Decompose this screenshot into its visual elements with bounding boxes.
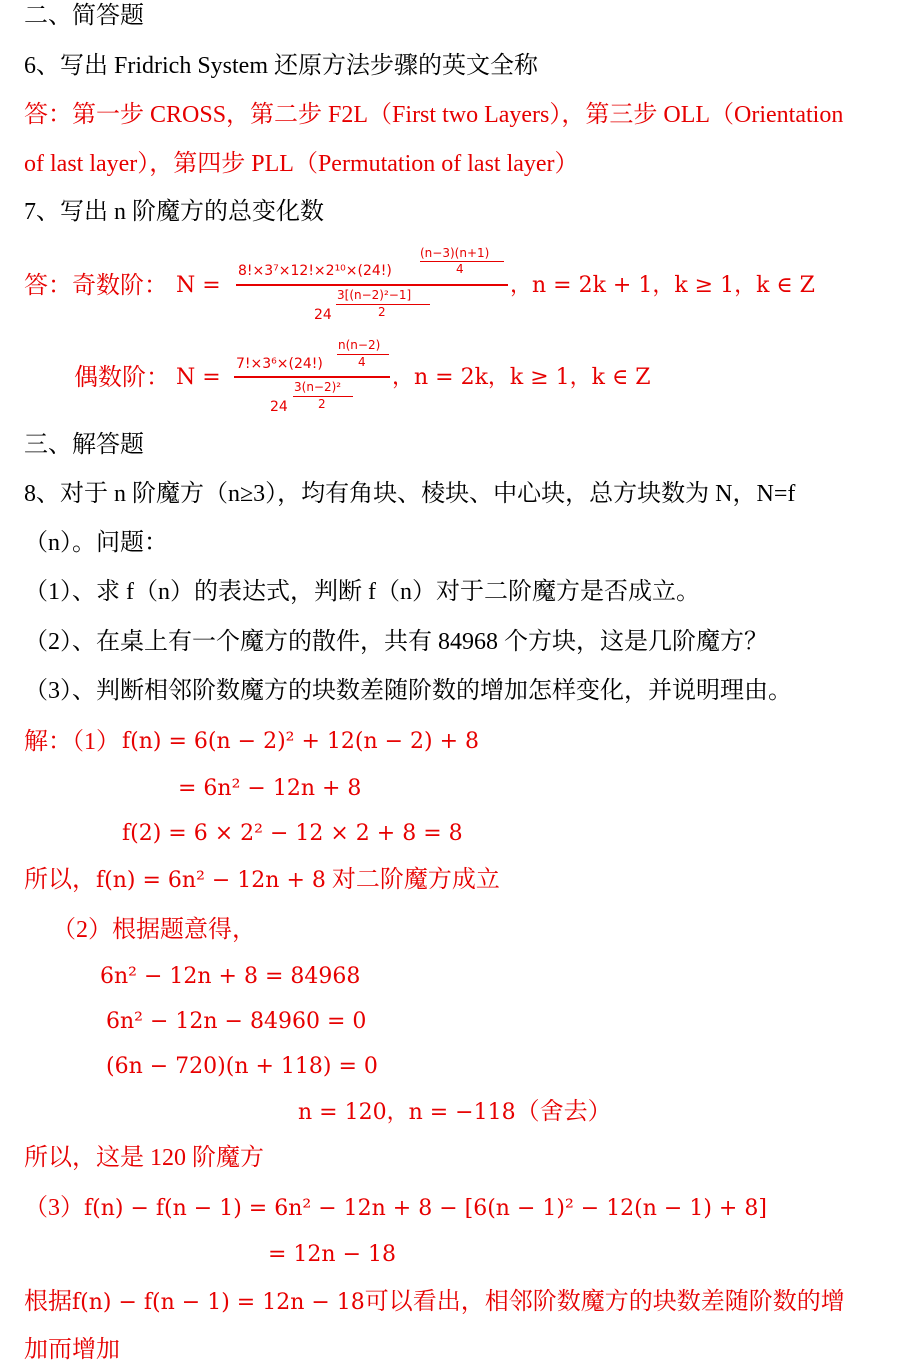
- solution-1-equation: f(n) = 6(n − 2)² + 12(n − 2) + 8: [122, 729, 480, 754]
- question-8-part2: （2）、在桌上有一个魔方的散件，共有 84968 个方块，这是几阶魔方？: [24, 629, 768, 655]
- even-N-symbol: N =: [176, 365, 221, 390]
- solution-1-conclusion-prefix: 所以，: [24, 867, 96, 893]
- odd-fraction-bar: [236, 284, 508, 286]
- solution-3-conclusion-suffix: 可以看出，相邻阶数魔方的块数差随阶数的增: [364, 1289, 845, 1315]
- even-order-label: 偶数阶：: [74, 365, 170, 391]
- even-numerator: 7!×3⁶×(24!): [236, 356, 323, 372]
- solution-2-equation-3: (6n − 720)(n + 118) = 0: [106, 1054, 378, 1079]
- question-7: 7、写出 n 阶魔方的总变化数: [24, 199, 324, 225]
- solution-1-label: 解：（1）: [24, 729, 120, 755]
- odd-numerator-exponent: (n−3)(n+1): [420, 246, 490, 260]
- solution-1-equation-3: f(2) = 6 × 2² − 12 × 2 + 8 = 8: [122, 821, 463, 846]
- odd-N-symbol: N =: [176, 273, 221, 298]
- solution-2-discard-note: （舍去）: [515, 1099, 612, 1125]
- solution-3-conclusion-equation: f(n) − f(n − 1) = 12n − 18: [72, 1290, 365, 1315]
- section-title-solve: 三、解答题: [24, 432, 144, 458]
- solution-2-roots: n = 120，n = −118: [298, 1100, 516, 1125]
- even-denominator-exponent-denominator: 2: [318, 397, 326, 411]
- solution-3-label: （3）: [24, 1195, 84, 1221]
- odd-denominator: 24: [314, 307, 332, 323]
- answer-6-line1: 答：第一步 CROSS，第二步 F2L（First two Layers），第三步 OLL（Orientation: [24, 102, 844, 128]
- solution-2-conclusion: 所以，这是 120 阶魔方: [24, 1145, 264, 1171]
- solution-3-conclusion: [24, 1286, 845, 1319]
- even-denominator: 24: [270, 399, 288, 415]
- odd-numerator: 8!×3⁷×12!×2¹⁰×(24!): [238, 263, 392, 279]
- question-8-line1: 8、对于 n 阶魔方（n≥3），均有角块、棱块、中心块，总方块数为 N，N=f: [24, 481, 796, 507]
- solution-2-label: （2）根据题意得，: [52, 917, 256, 943]
- solution-1-conclusion: [24, 864, 500, 897]
- solution-3-equation-1: f(n) − f(n − 1) = 6n² − 12n + 8 − [6(n − 1)² − 12(n − 1) + 8]: [84, 1196, 767, 1221]
- answer-6-line2: of last layer），第四步 PLL（Permutation of last layer）: [24, 151, 579, 177]
- solution-3-line1: [24, 1192, 767, 1225]
- solution-3-conclusion-line2: 加而增加: [24, 1337, 120, 1363]
- solution-2-equation-2: 6n² − 12n − 84960 = 0: [106, 1009, 367, 1034]
- question-6: 6、写出 Fridrich System 还原方法步骤的英文全称: [24, 53, 538, 79]
- odd-denominator-exponent-denominator: 2: [378, 305, 386, 319]
- question-8-part1: （1）、求 f（n）的表达式，判断 f（n）对于二阶魔方是否成立。: [24, 579, 700, 605]
- even-numerator-exponent-denominator: 4: [358, 355, 366, 369]
- solution-1-equation-2: = 6n² − 12n + 8: [178, 776, 362, 801]
- odd-denominator-exponent: 3[(n−2)²−1]: [337, 288, 412, 302]
- solution-2-equation-4: [298, 1096, 612, 1129]
- solution-1-conclusion-equation: f(n) = 6n² − 12n + 8: [96, 868, 326, 893]
- solution-2-equation-1: 6n² − 12n + 8 = 84968: [100, 964, 361, 989]
- question-8-part3: （3）、判断相邻阶数魔方的块数差随阶数的增加怎样变化，并说明理由。: [24, 678, 792, 704]
- even-condition: ，n = 2k，k ≥ 1，k ∈ Z: [392, 365, 651, 390]
- solution-3-equation-2: = 12n − 18: [268, 1242, 397, 1267]
- odd-numerator-exponent-denominator: 4: [456, 262, 464, 276]
- solution-1-conclusion-suffix: 对二阶魔方成立: [325, 867, 500, 893]
- odd-order-label: 答：奇数阶：: [24, 273, 168, 299]
- section-title-short-answer: 二、简答题: [24, 3, 144, 29]
- question-8-line2: （n）。问题：: [24, 530, 168, 556]
- even-fraction-bar: [234, 376, 390, 378]
- even-numerator-exponent: n(n−2): [338, 338, 381, 352]
- even-denominator-exponent: 3(n−2)²: [294, 380, 342, 394]
- odd-condition: ，n = 2k + 1，k ≥ 1，k ∈ Z: [510, 273, 815, 298]
- solution-3-conclusion-prefix: 根据: [24, 1289, 72, 1315]
